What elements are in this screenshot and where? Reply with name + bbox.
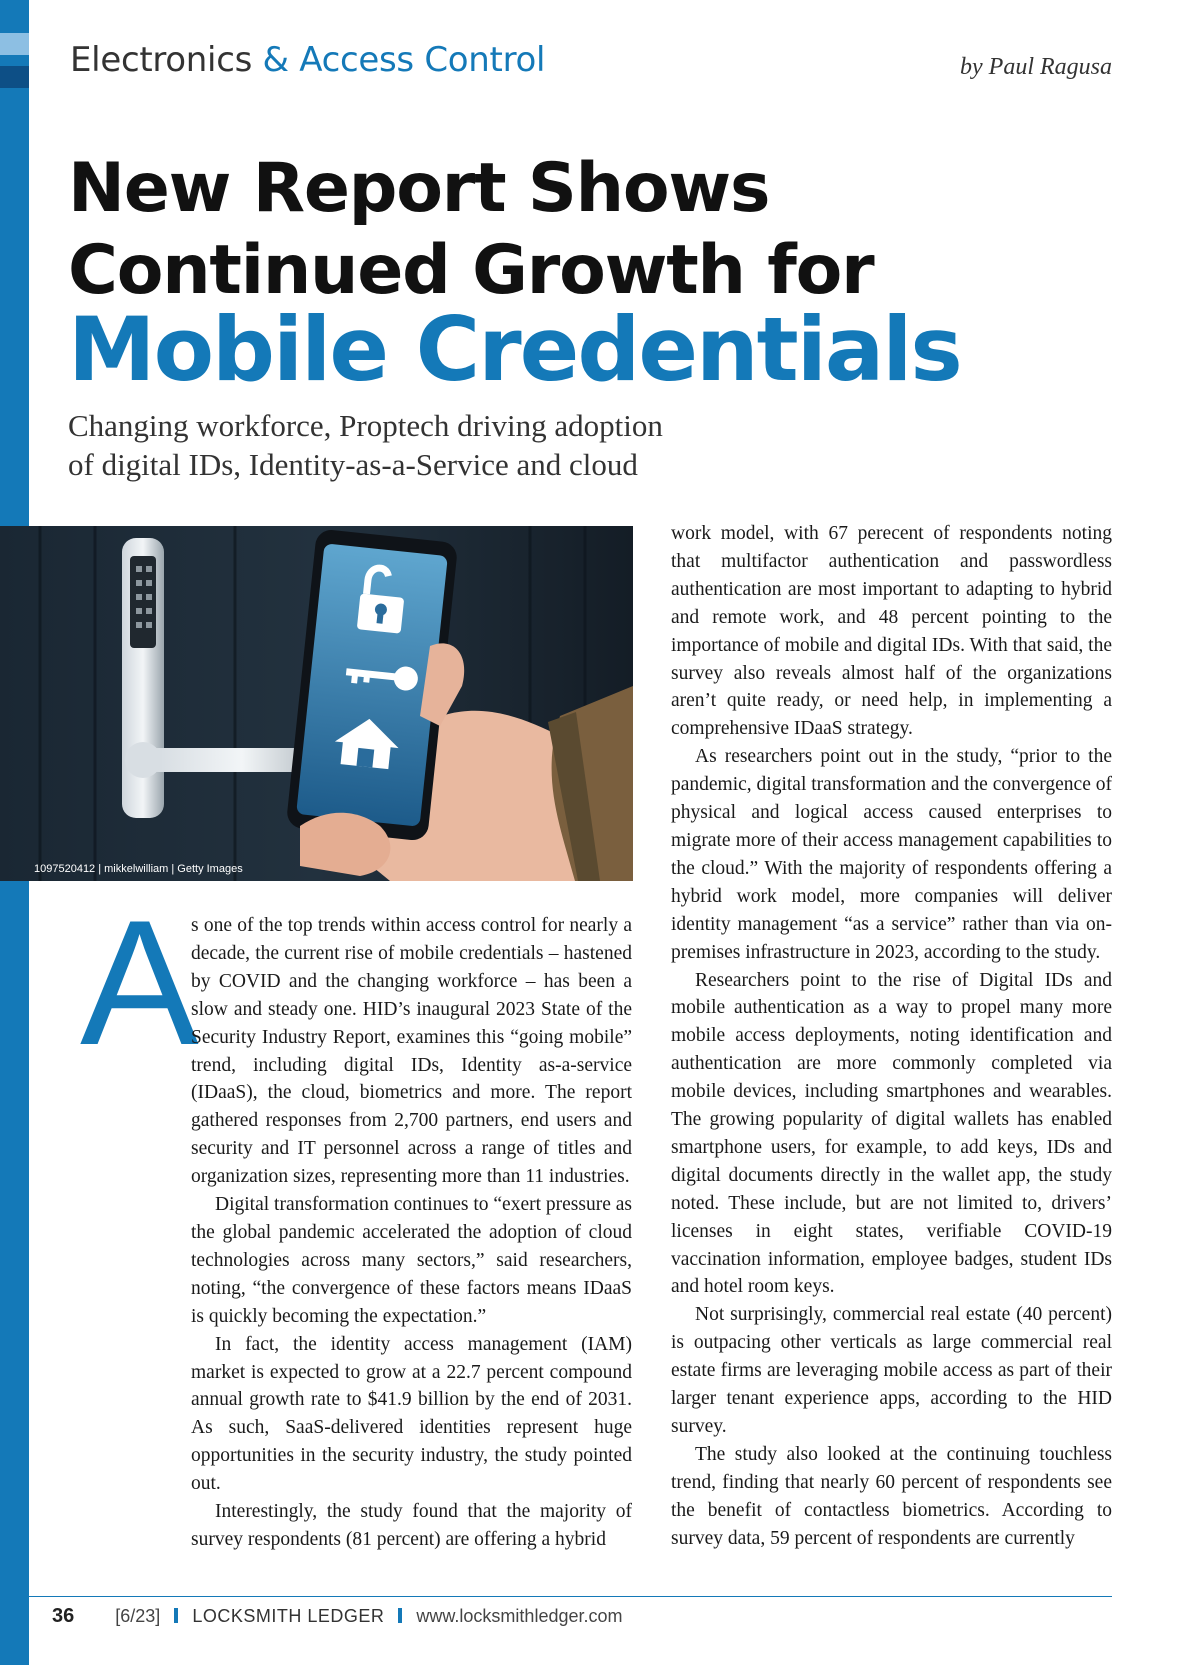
headline-line-1: New Report Shows bbox=[68, 149, 770, 228]
phone-unlock-photo-illustration bbox=[0, 526, 633, 881]
footer-separator bbox=[398, 1608, 402, 1623]
sidebar-tab-dark bbox=[0, 66, 29, 88]
publication-url[interactable]: www.locksmithledger.com bbox=[416, 1606, 623, 1626]
issue-date: [6/23] bbox=[115, 1606, 161, 1626]
page-footer bbox=[52, 1605, 623, 1628]
body-column-left bbox=[191, 912, 632, 1554]
body-paragraph: Researchers point to the rise of Digital IDs and mobile authentication as a way to propel many more mobile access deployments, noting identification and authentication are more commonly completed via mobile devices, including smartphones and wearables. The growing popularity of digital wallets has enabled smartphone users, for example, to add keys, IDs and digital documents directly in the wallet app, the study noted. These include, but are not limited to, drivers’ licenses in eight states, verifiable COVID-19 vaccination information, employee badges, student IDs and hotel room keys. bbox=[671, 969, 1112, 1298]
headline-line-2: Continued Growth for bbox=[68, 231, 874, 310]
section-label bbox=[70, 40, 545, 80]
photo-credit: 1097520412 | mikkelwilliam | Getty Images bbox=[34, 863, 243, 875]
section-label-prefix: Electronics bbox=[70, 40, 253, 80]
body-paragraph: s one of the top trends within access control for nearly a decade, the current rise of mobile credentials – hastened by COVID and the changing workforce – has been a slow and steady one. HID’s inaugural 2023 State of the Security Industry Report, examines this “going mobile” trend, including digital IDs, Identity as-a-service (IDaaS), the cloud, biometrics and more. The report gathered responses from 2,700 partners, end users and security and IT personnel across a range of titles and organization sizes, representing more than 11 industries. bbox=[191, 915, 632, 1188]
body-paragraph: Interestingly, the study found that the majority of survey respondents (81 percent) are offering a hybrid bbox=[191, 1501, 632, 1550]
deck-subtitle: Changing workforce, Proptech driving adoption of digital IDs, Identity-as-a-Service and cloud bbox=[68, 408, 663, 482]
body-paragraph: In fact, the identity access management (IAM) market is expected to grow at a 22.7 percent compound annual growth rate to $41.9 billion by the end of 2031. As such, SaaS-delivered identities represent huge opportunities in the security industry, the study pointed out. bbox=[191, 1333, 632, 1495]
body-paragraph: Not surprisingly, commercial real estate (40 percent) is outpacing other verticals as large commercial real estate firms are leveraging mobile access as part of their larger tenant experience apps, according to the HID survey. bbox=[671, 1304, 1112, 1437]
article-photo bbox=[0, 526, 633, 881]
page-number: 36 bbox=[52, 1605, 75, 1627]
headline bbox=[68, 148, 873, 312]
body-paragraph: The study also looked at the continuing touchless trend, finding that nearly 60 percent of respondents see the benefit of contactless biometrics. According to survey data, 59 percent of respondents are currently bbox=[671, 1443, 1112, 1549]
body-paragraph: As researchers point out in the study, “prior to the pandemic, digital transformation and the convergence of physical and logical access caused enterprises to migrate more of their access management capabilities to the cloud.” With the majority of respondents offering a hybrid work model, more companies will deliver identity management “as a service” rather than via on-premises infrastructure in 2023, according to the study. bbox=[671, 746, 1112, 963]
sidebar-tab-light bbox=[0, 33, 29, 55]
body-column-right bbox=[671, 520, 1112, 1553]
footer-separator bbox=[174, 1608, 178, 1623]
body-paragraph: work model, with 67 perecent of respondents noting that multifactor authentication and passwordless authentication are most important to adapting to hybrid and remote work, and 48 percent pointing to the importance of mobile and digital IDs. With that said, the survey also reveals almost half of the organizations aren’t quite ready, or need help, in implementing a comprehensive IDaaS strategy. bbox=[671, 523, 1112, 740]
headline-accent: Mobile Credentials bbox=[68, 298, 961, 401]
byline: by Paul Ragusa bbox=[960, 54, 1112, 80]
footer-rule bbox=[29, 1596, 1112, 1597]
body-paragraph: Digital transformation continues to “exert pressure as the global pandemic accelerated the adoption of cloud technologies across many sectors,” said researchers, noting, “the convergence of these factors means IDaaS is quickly becoming the expectation.” bbox=[191, 1194, 632, 1327]
section-label-accent: & Access Control bbox=[262, 40, 546, 80]
publication-name: LOCKSMITH LEDGER bbox=[192, 1606, 385, 1626]
drop-cap: A bbox=[80, 883, 199, 1082]
